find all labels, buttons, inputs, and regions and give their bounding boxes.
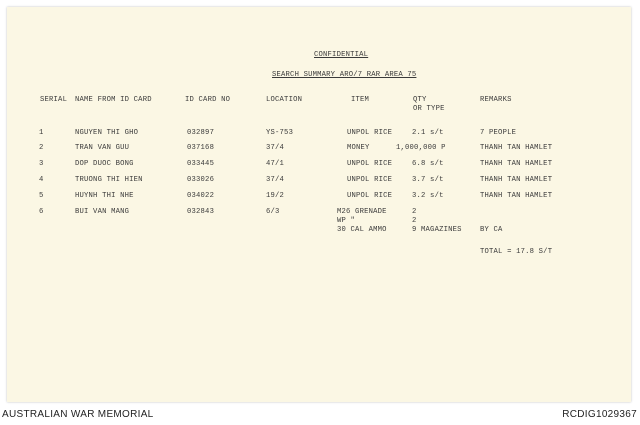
- header-name: NAME FROM ID CARD: [75, 96, 152, 104]
- row-id: 032843: [187, 208, 215, 216]
- document-title: SEARCH SUMMARY ARO/7 RAR AREA 75: [272, 71, 417, 79]
- header-remarks: REMARKS: [480, 96, 512, 104]
- row-name: TRAN VAN GUU: [75, 144, 130, 152]
- row-serial: 1: [39, 129, 44, 137]
- header-qty: QTY: [413, 96, 427, 104]
- row-location: 6/3: [266, 208, 280, 216]
- row-location: 19/2: [266, 192, 285, 200]
- row-id: 037168: [187, 144, 215, 152]
- row-remarks: BY CA: [480, 226, 503, 234]
- row-serial: 4: [39, 176, 44, 184]
- row-qty: 2: [412, 208, 417, 216]
- classification: CONFIDENTIAL: [314, 51, 369, 59]
- row-serial: 3: [39, 160, 44, 168]
- header-item: ITEM: [351, 96, 370, 104]
- footer-record-id: RCDIG1029367: [562, 409, 637, 420]
- row-qty: 1,000,000 P: [396, 144, 446, 152]
- row-serial: 2: [39, 144, 44, 152]
- row-location: 47/1: [266, 160, 285, 168]
- row-qty: 2.1 s/t: [412, 129, 444, 137]
- row-item: MONEY: [347, 144, 370, 152]
- row-item: UNPOL RICE: [347, 192, 393, 200]
- row-remarks: THANH TAN HAMLET: [480, 176, 553, 184]
- row-item: UNPOL RICE: [347, 129, 393, 137]
- row-id: 034022: [187, 192, 215, 200]
- header-location: LOCATION: [266, 96, 303, 104]
- row-name: NGUYEN THI GHO: [75, 129, 139, 137]
- row-item: UNPOL RICE: [347, 160, 393, 168]
- row-remarks: THANH TAN HAMLET: [480, 160, 553, 168]
- row-qty: 6.8 s/t: [412, 160, 444, 168]
- row-qty: 9 MAGAZINES: [412, 226, 462, 234]
- row-serial: 6: [39, 208, 44, 216]
- header-qty-type: OR TYPE: [413, 105, 445, 113]
- row-name: BUI VAN MANG: [75, 208, 130, 216]
- row-name: TRUONG THI HIEN: [75, 176, 143, 184]
- row-id: 032897: [187, 129, 215, 137]
- header-serial: SERIAL: [40, 96, 68, 104]
- row-remarks: THANH TAN HAMLET: [480, 144, 553, 152]
- row-location: 37/4: [266, 176, 285, 184]
- header-id-card-no: ID CARD NO: [185, 96, 231, 104]
- row-qty: 3.7 s/t: [412, 176, 444, 184]
- document-sheet: [7, 7, 631, 402]
- row-remarks: THANH TAN HAMLET: [480, 192, 553, 200]
- row-item: UNPOL RICE: [347, 176, 393, 184]
- footer-source: AUSTRALIAN WAR MEMORIAL: [2, 409, 154, 420]
- row-name: HUYNH THI NHE: [75, 192, 134, 200]
- row-qty: 3.2 s/t: [412, 192, 444, 200]
- row-id: 033445: [187, 160, 215, 168]
- row-remarks: 7 PEOPLE: [480, 129, 517, 137]
- row-qty: 2: [412, 217, 417, 225]
- row-item: WP ": [337, 217, 356, 225]
- document-body: [7, 7, 631, 402]
- row-location: 37/4: [266, 144, 285, 152]
- row-serial: 5: [39, 192, 44, 200]
- row-item: 30 CAL AMMO: [337, 226, 387, 234]
- row-item: M26 GRENADE: [337, 208, 387, 216]
- row-name: DOP DUOC BONG: [75, 160, 134, 168]
- total: TOTAL = 17.8 S/T: [480, 248, 553, 256]
- row-location: YS-753: [266, 129, 294, 137]
- row-id: 033026: [187, 176, 215, 184]
